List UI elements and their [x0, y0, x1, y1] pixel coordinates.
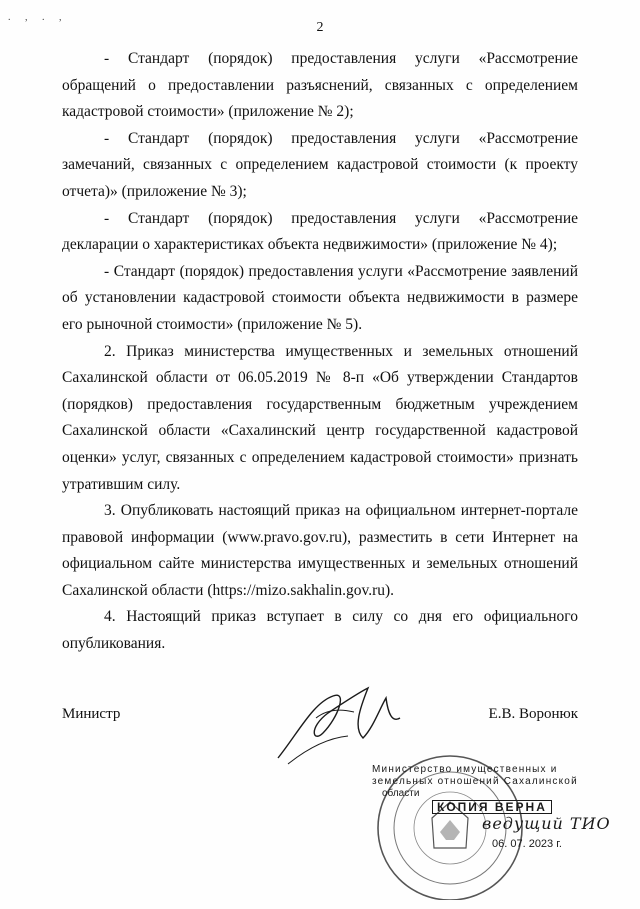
signatory-position: Министр: [62, 706, 121, 722]
stamp-date: 06. 07. 2023 г.: [492, 838, 562, 850]
signatory-name: Е.В. Воронюк: [488, 706, 578, 722]
paragraph-standard-5: - Стандарт (порядок) предоставления услуги «Рассмотрение заявлений об установлении кадастровой стоимости объекта недвижимости в размере его рыночной стоимости» (приложение № 5).: [62, 262, 578, 333]
paragraph-standard-3: - Стандарт (порядок) предоставления услуги «Рассмотрение замечаний, связанных с определением кадастровой стоимости (к проекту отчета)» (приложение № 3);: [62, 129, 578, 200]
stamp-handwritten-note: ведущий ТИО: [482, 814, 611, 833]
stamp-line-2: земельных отношений Сахалинской: [372, 776, 578, 787]
paragraph-item-3: 3. Опубликовать настоящий приказ на официальном интернет-портале правовой информации (www.pravo.gov.ru), разместить в сети Интернет на официальном сайте министерства имущественных и земельных отношений Сахалинской области (https://mizo.sakhalin.gov.ru).: [62, 502, 578, 599]
paragraph-standard-2: - Стандарт (порядок) предоставления услуги «Рассмотрение обращений о предоставлении разъяснений, связанных с определением кадастровой стоимости» (приложение № 2);: [62, 50, 578, 121]
stamp-line-1: Министерство имущественных и: [372, 764, 558, 775]
document-body: [62, 46, 578, 658]
paragraph-standard-4: - Стандарт (порядок) предоставления услуги «Рассмотрение декларации о характеристиках объекта недвижимости» (приложение № 4);: [62, 209, 578, 254]
paragraph-item-2: 2. Приказ министерства имущественных и земельных отношений Сахалинской области от 06.05.2019 № 8-п «Об утверждении Стандартов (порядков) предоставления государственным бюджетным учреждением Сахалинской области «Сахалинский центр государственной кадастровой оценки» услуг, связанных с определением кадастровой стоимости» признать утратившим силу.: [62, 342, 578, 493]
page-number: 2: [316, 20, 324, 35]
stamp-line-3: области: [382, 788, 420, 799]
copy-certification-stamp: [372, 764, 622, 894]
stamp-copy-label: КОПИЯ ВЕРНА: [432, 800, 552, 814]
corner-marks: . , . ,: [8, 12, 68, 23]
paragraph-item-4: 4. Настоящий приказ вступает в силу со дня его официального опубликования.: [62, 608, 578, 653]
